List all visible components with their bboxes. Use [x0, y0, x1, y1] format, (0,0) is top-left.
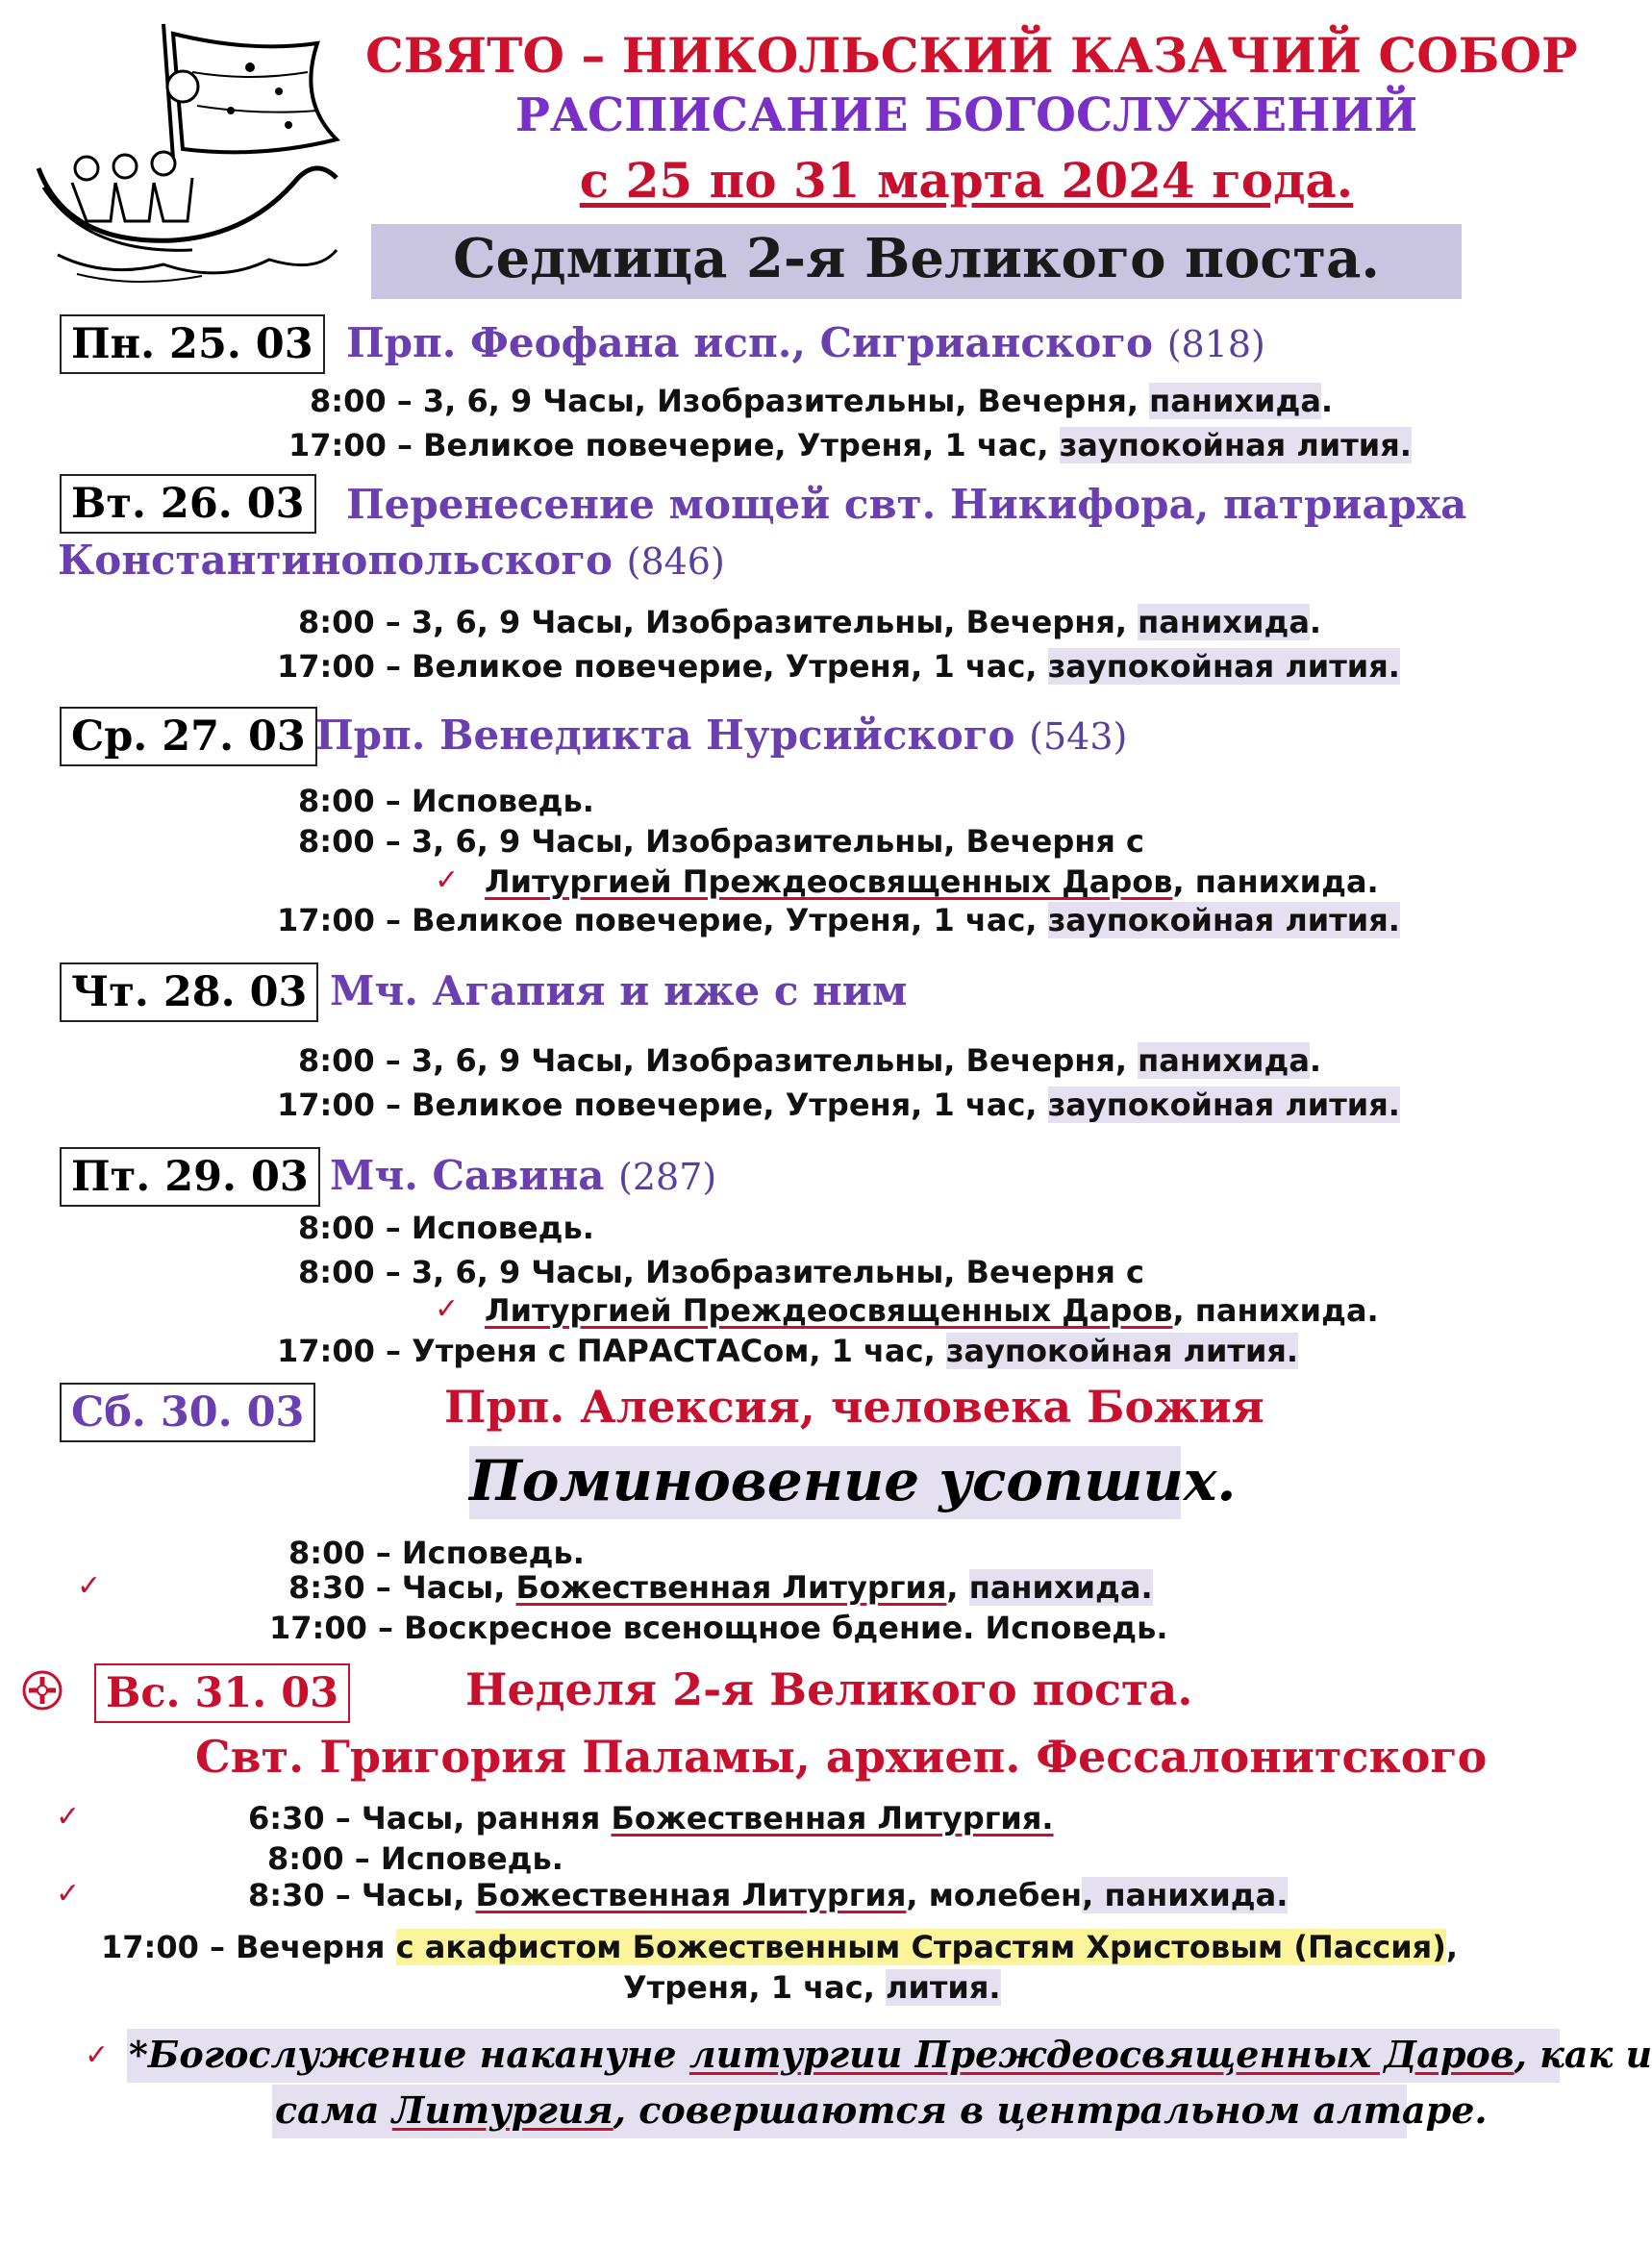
feast-wed	[315, 712, 1127, 759]
service-line: 17:00 – Великое повечерие, Утреня, 1 час, заупокойная лития.	[277, 648, 1400, 685]
feast-mon	[346, 319, 1265, 366]
date-box-sun: Вс. 31. 03	[94, 1663, 350, 1723]
cathedral-title: СВЯТО – НИКОЛЬСКИЙ КАЗАЧИЙ СОБОР	[365, 27, 1578, 84]
service-line: 8:00 – Исповедь.	[288, 1535, 585, 1571]
service-line: 17:00 – Великое повечерие, Утреня, 1 час, заупокойная лития.	[277, 902, 1400, 938]
feast-tue: Перенесение мощей свт. Никифора, патриарха	[346, 481, 1467, 528]
feast-name: Прп. Венедикта Нурсийского	[315, 712, 1015, 759]
feast-sat: Прп. Алексия, человека Божия	[444, 1381, 1264, 1433]
cross-icon	[21, 1669, 63, 1712]
feast-year: (818)	[1166, 323, 1265, 365]
date-box-fri: Пт. 29. 03	[60, 1147, 320, 1207]
check-icon: ✓	[85, 2038, 110, 2072]
date-box-tue: Вт. 26. 03	[60, 474, 316, 534]
service-line: 8:00 – Исповедь.	[298, 1210, 594, 1246]
service-line: 8:00 – 3, 6, 9 Часы, Изобразительны, Вечерня, панихида.	[298, 1042, 1322, 1079]
feast-name: Константинопольского	[58, 537, 613, 584]
feast-year: (846)	[626, 540, 725, 583]
schedule-title: РАСПИСАНИЕ БОГОСЛУЖЕНИЙ	[514, 88, 1418, 142]
saint-nicholas-boat-icon	[29, 14, 346, 293]
feast-tue-cont	[58, 537, 725, 584]
service-line: 17:00 – Вечерня с акафистом Божественным Страстям Христовым (Пассия),	[101, 1929, 1458, 1965]
check-icon: ✓	[56, 1800, 81, 1834]
feast-sun: Неделя 2-я Великого поста.	[465, 1663, 1193, 1715]
feast-year: (543)	[1029, 715, 1128, 758]
feast-sun-saint: Свт. Григория Паламы, архиеп. Фессалонитского	[195, 1731, 1488, 1783]
service-line: Литургией Преждеосвященных Даров, панихида.	[485, 863, 1379, 900]
feast-name: Мч. Савина	[330, 1152, 605, 1199]
check-icon: ✓	[435, 863, 460, 897]
feast-year: (287)	[618, 1156, 717, 1198]
service-line: 17:00 – Утреня с ПАРАСТАСом, 1 час, заупокойная лития.	[277, 1333, 1299, 1369]
service-line: 17:00 – Великое повечерие, Утреня, 1 час, заупокойная лития.	[277, 1087, 1400, 1123]
date-box-sat: Сб. 30. 03	[60, 1383, 315, 1442]
service-line: 8:00 – 3, 6, 9 Часы, Изобразительны, Вечерня, панихида.	[310, 383, 1334, 419]
note-line-1: *Богослужение накануне литургии Преждеосвященных Даров, как и	[129, 2033, 1652, 2076]
feast-fri	[330, 1152, 716, 1199]
service-line: 17:00 – Воскресное всенощное бдение. Исповедь.	[269, 1610, 1168, 1646]
feast-name: Прп. Феофана исп., Сигрианского	[346, 319, 1154, 366]
service-line: 17:00 – Великое повечерие, Утреня, 1 час, заупокойная лития.	[288, 427, 1412, 463]
service-line: 8:00 – 3, 6, 9 Часы, Изобразительны, Вечерня с	[298, 823, 1144, 860]
service-line: 8:00 – Исповедь.	[298, 783, 594, 819]
check-icon: ✓	[56, 1877, 81, 1911]
check-icon: ✓	[77, 1569, 102, 1603]
note-line-2: сама Литургия, совершаются в центральном алтаре.	[275, 2088, 1488, 2132]
check-icon: ✓	[435, 1292, 460, 1326]
pominovenie-title: Поминовение усопших.	[469, 1448, 1237, 1513]
feast-thu: Мч. Агапия и иже с ним	[330, 967, 908, 1014]
service-line: 8:00 – 3, 6, 9 Часы, Изобразительны, Вечерня, панихида.	[298, 604, 1322, 640]
service-line: 6:30 – Часы, ранняя Божественная Литургия.	[248, 1800, 1054, 1837]
service-line: Утреня, 1 час, лития.	[623, 1969, 1001, 2006]
date-box-thu: Чт. 28. 03	[60, 962, 318, 1022]
service-line: 8:30 – Часы, Божественная Литургия, молебен, панихида.	[248, 1877, 1289, 1913]
date-range: с 25 по 31 марта 2024 года.	[579, 152, 1354, 209]
week-title: Седмица 2-я Великого поста.	[453, 227, 1380, 290]
date-box-mon: Пн. 25. 03	[60, 314, 325, 374]
service-line: 8:00 – 3, 6, 9 Часы, Изобразительны, Вечерня с	[298, 1254, 1144, 1290]
date-box-wed: Ср. 27. 03	[60, 707, 317, 766]
service-line: 8:30 – Часы, Божественная Литургия, панихида.	[288, 1569, 1153, 1606]
service-line: Литургией Преждеосвященных Даров, панихида.	[485, 1292, 1379, 1329]
service-line: 8:00 – Исповедь.	[267, 1840, 563, 1877]
